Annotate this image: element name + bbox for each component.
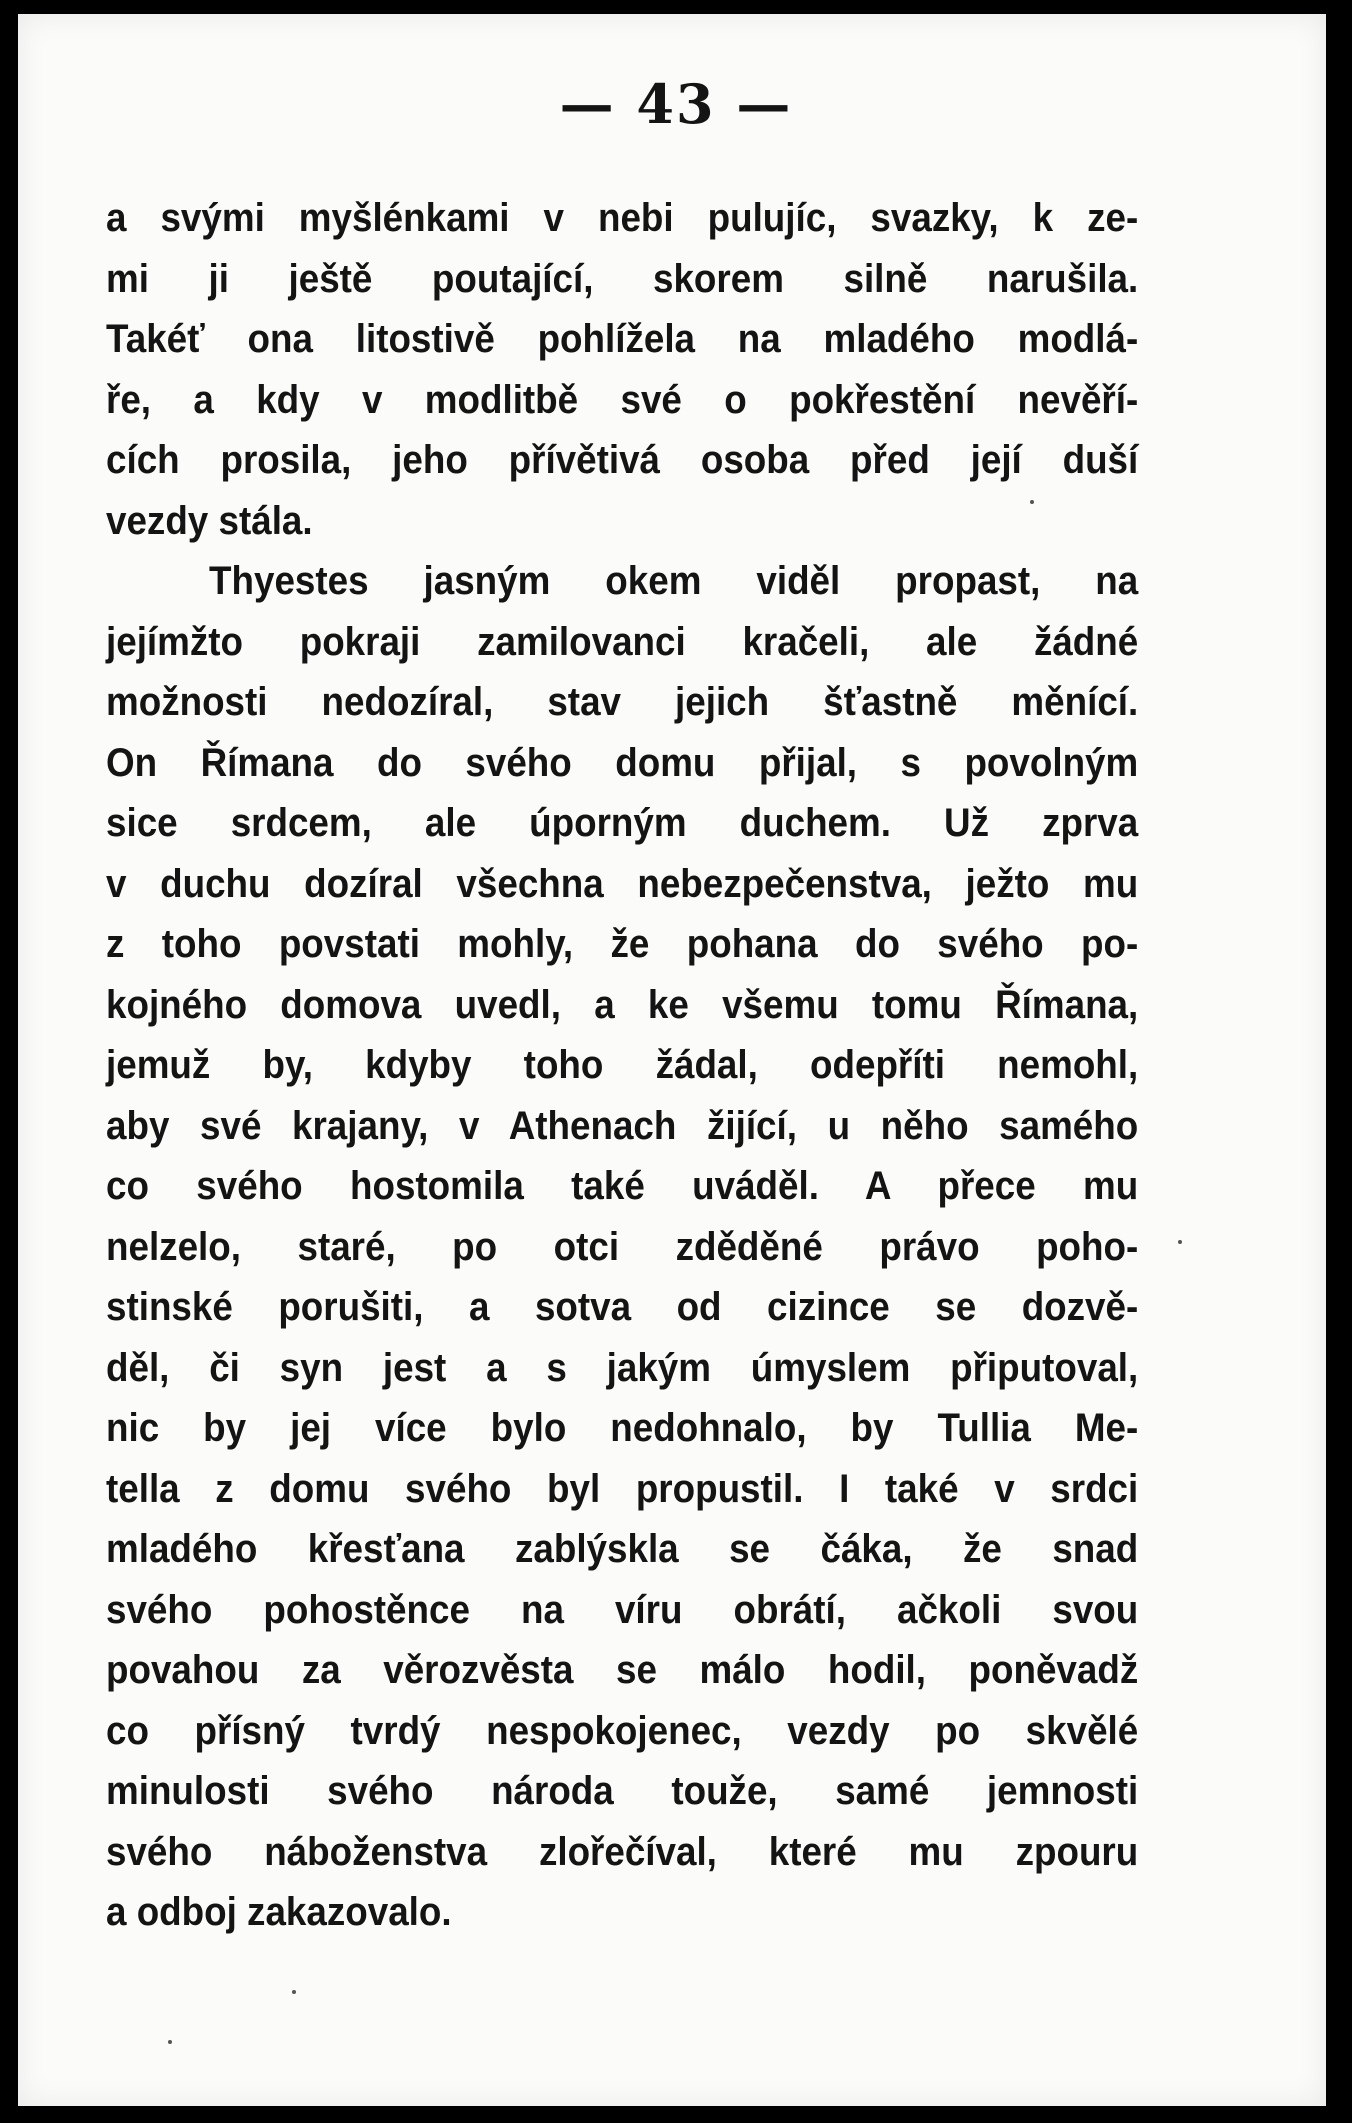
text-line: v duchu dozíral všechna nebezpečenstva, ježto mu	[106, 861, 1139, 906]
text-line: On Římana do svého domu přijal, s povolným	[106, 740, 1139, 785]
text-line: Takéť ona litostivě pohlížela na mladého modlá-	[106, 317, 1139, 361]
page-number: — 43 —	[559, 72, 793, 136]
text-line: jejímžto pokraji zamilovanci kračeli, ale žádné	[106, 619, 1139, 664]
text-line: ře, a kdy v modlitbě své o pokřestění nevěří-	[106, 377, 1139, 422]
text-line: aby své krajany, v Athenach žijící, u něho samého	[106, 1103, 1139, 1148]
scan-speck	[1178, 1240, 1182, 1244]
text-line: povahou za věrozvěsta se málo hodil, poněvadž	[106, 1648, 1139, 1692]
text-line: a svými myšlénkami v nebi pulujíc, svazky, k ze-	[106, 196, 1139, 240]
text-line: co svého hostomila také uváděl. A přece mu	[106, 1164, 1139, 1208]
text-line: cích prosila, jeho přívětivá osoba před její duší	[106, 438, 1139, 482]
text-line: a odboj zakazovalo.	[106, 1890, 452, 1934]
body-text	[106, 188, 1139, 1943]
text-line: minulosti svého národa touže, samé jemnosti	[106, 1769, 1139, 1813]
text-line: svého pohostěnce na víru obrátí, ačkoli svou	[106, 1587, 1139, 1632]
text-line: nelzelo, staré, po otci zděděné právo poho-	[106, 1224, 1139, 1269]
text-line: tella z domu svého byl propustil. I také v srdci	[106, 1466, 1139, 1511]
text-line: sice srdcem, ale úporným duchem. Už zprva	[106, 801, 1139, 845]
text-line: mi ji ještě poutající, skorem silně narušila.	[106, 256, 1139, 301]
scan-speck	[292, 1990, 296, 1994]
text-line: z toho povstati mohly, že pohana do svého po-	[106, 922, 1139, 966]
text-line: děl, či syn jest a s jakým úmyslem připutoval,	[106, 1345, 1139, 1390]
text-line: svého náboženstva zlořečíval, které mu zpouru	[106, 1829, 1139, 1874]
text-line: stinské porušiti, a sotva od cizince se dozvě-	[106, 1285, 1139, 1329]
text-line: možnosti nedozíral, stav jejich šťastně měnící.	[106, 680, 1139, 724]
text-line: kojného domova uvedl, a ke všemu tomu Římana,	[106, 982, 1139, 1027]
text-line: mladého křesťana zablýskla se čáka, že snad	[106, 1527, 1139, 1571]
scan-speck	[168, 2040, 172, 2044]
text-line: nic by jej více bylo nedohnalo, by Tullia Me-	[106, 1406, 1139, 1450]
scan-speck	[1030, 500, 1034, 504]
text-line: jemuž by, kdyby toho žádal, odepříti nemohl,	[106, 1043, 1139, 1087]
text-line: co přísný tvrdý nespokojenec, vezdy po skvělé	[106, 1708, 1139, 1753]
text-line: vezdy stála.	[106, 498, 313, 543]
text-line: Thyestes jasným okem viděl propast, na	[209, 559, 1139, 603]
